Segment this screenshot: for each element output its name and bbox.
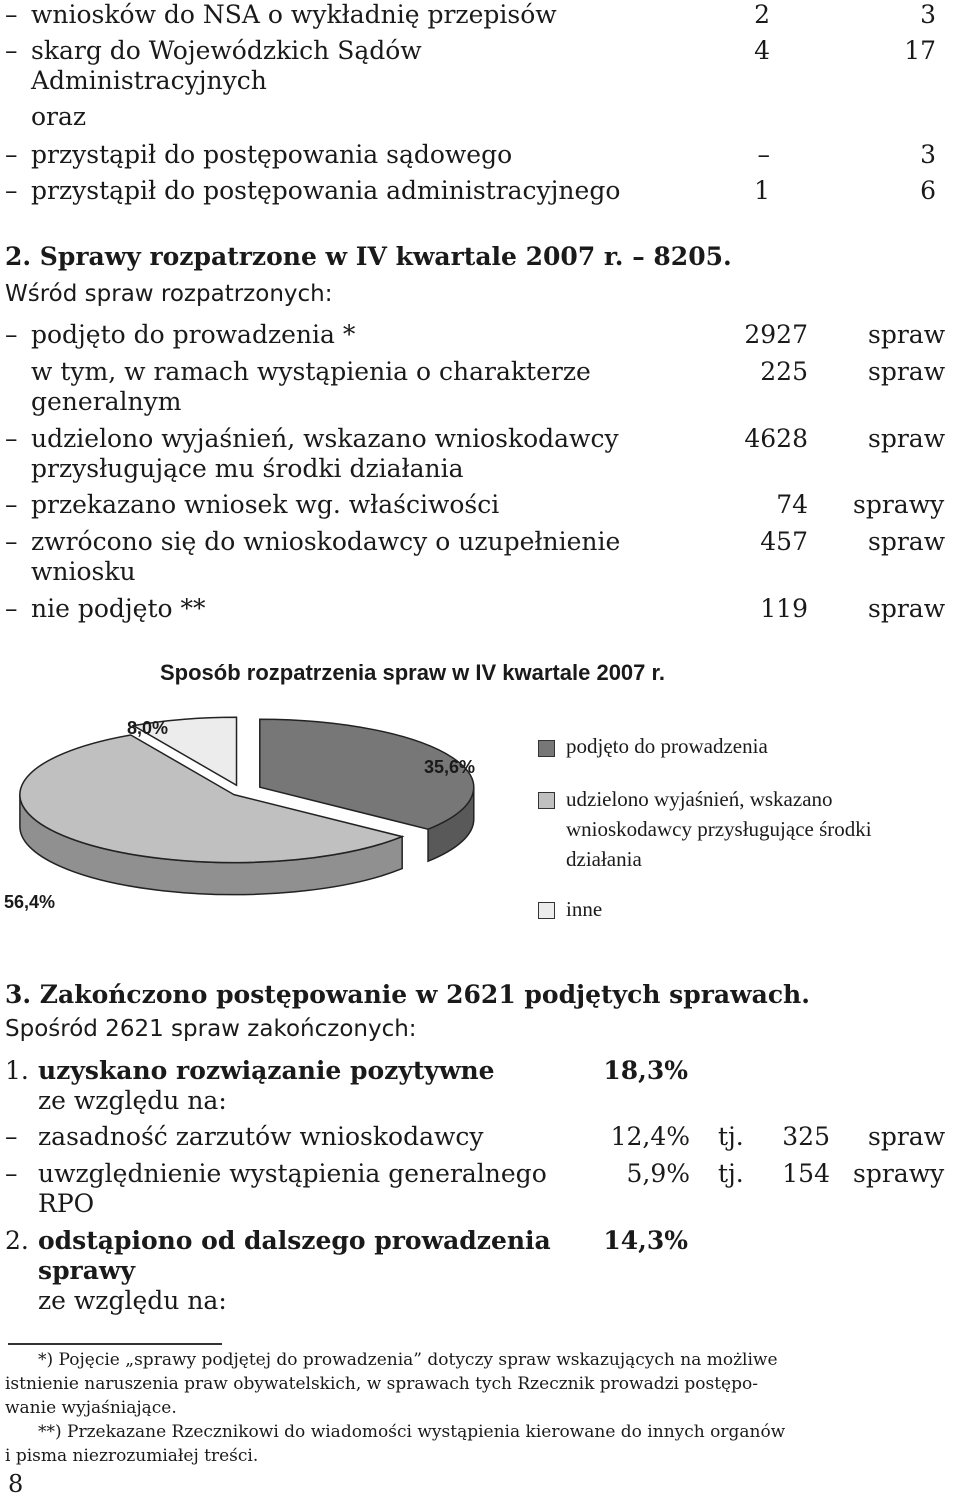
footnote-2-cont: i pisma niezrozumiałej treści.: [5, 1446, 259, 1466]
list-item-value: 119: [760, 594, 808, 623]
list-item-value: 2: [754, 0, 770, 29]
list-item-value: 17: [904, 36, 936, 65]
list-item-percent: 5,9%: [626, 1159, 690, 1188]
list-item-unit: spraw: [868, 594, 946, 623]
dash: –: [5, 0, 18, 29]
chart-title: Sposób rozpatrzenia spraw w IV kwartale 2007 r.: [160, 660, 665, 685]
dash: –: [5, 1122, 18, 1151]
list-item-label-cont: generalnym: [31, 387, 182, 416]
dash: –: [5, 320, 18, 349]
list-item-label: przystąpił do postępowania administracyjnego: [31, 176, 621, 205]
list-item-unit: sprawy: [853, 1159, 945, 1188]
list-item-value: 74: [776, 490, 808, 519]
list-item-label: przystąpił do postępowania sądowego: [31, 140, 513, 169]
item-number: 2.: [5, 1226, 29, 1255]
item-label-cont: sprawy: [38, 1256, 135, 1285]
legend-label: podjęto do prowadzenia: [566, 734, 768, 758]
legend-swatch: [538, 792, 555, 809]
item-label: uzyskano rozwiązanie pozytywne: [38, 1056, 495, 1085]
list-item-label: skarg do Wojewódzkich Sądów: [31, 36, 422, 65]
list-item-value: 3: [920, 140, 936, 169]
list-item-label-cont: Administracyjnych: [31, 66, 267, 95]
item-number: 1.: [5, 1056, 29, 1085]
list-item-value: 457: [760, 527, 808, 556]
legend-label: inne: [566, 897, 603, 921]
list-item-tj: tj.: [718, 1122, 744, 1151]
list-item-percent: 12,4%: [610, 1122, 690, 1151]
data-label-podjeto: 35,6%: [424, 757, 476, 777]
item-sub: ze względu na:: [38, 1286, 227, 1315]
dash: –: [5, 36, 18, 65]
item-percent: 14,3%: [603, 1226, 688, 1255]
list-item-label-cont: przysługujące mu środki działania: [31, 454, 464, 483]
dash: –: [5, 424, 18, 453]
list-item-count: 154: [782, 1159, 830, 1188]
list-item-label: przekazano wniosek wg. właściwości: [31, 490, 500, 519]
item-sub: ze względu na:: [38, 1086, 227, 1115]
list-item-label: zasadność zarzutów wnioskodawcy: [38, 1122, 484, 1151]
list-item-value: 4: [754, 36, 770, 65]
footnote-2: **) Przekazane Rzecznikowi do wiadomości wystąpienia kierowane do innych organów: [38, 1422, 786, 1442]
list-item-value: 1: [754, 176, 770, 205]
list-item-value: 3: [920, 0, 936, 29]
list-item-label: wniosków do NSA o wykładnię przepisów: [31, 0, 557, 29]
list-item-label: nie podjęto **: [31, 594, 206, 623]
footnote-separator: [8, 1343, 222, 1345]
list-item-value: 225: [760, 357, 808, 386]
footnote-1-cont: wanie wyjaśniające.: [5, 1398, 177, 1418]
list-item-label: oraz: [31, 102, 87, 131]
dash: –: [5, 140, 18, 169]
list-item-tj: tj.: [718, 1159, 744, 1188]
list-item-unit: sprawy: [853, 490, 945, 519]
section-intro: Wśród spraw rozpatrzonych:: [5, 281, 333, 307]
pie-slices: [20, 717, 474, 894]
list-item-label: udzielono wyjaśnień, wskazano wnioskodawcy: [31, 424, 619, 453]
section-heading: 2. Sprawy rozpatrzone w IV kwartale 2007 r. – 8205.: [5, 242, 732, 271]
list-item-unit: spraw: [868, 1122, 946, 1151]
list-item-label: zwrócono się do wnioskodawcy o uzupełnienie: [31, 527, 621, 556]
item-label: odstąpiono od dalszego prowadzenia: [38, 1226, 551, 1255]
list-item-value: 4628: [744, 424, 808, 453]
list-item-unit: spraw: [868, 424, 946, 453]
dash: –: [5, 490, 18, 519]
list-item-label: uwzględnienie wystąpienia generalnego: [38, 1159, 547, 1188]
list-item-label: w tym, w ramach wystąpienia o charakterze: [31, 357, 591, 386]
pie-svg: [0, 700, 520, 940]
list-item-value: –: [757, 140, 770, 169]
item-percent: 18,3%: [603, 1056, 688, 1085]
list-item-label-cont: RPO: [38, 1189, 95, 1218]
dash: –: [5, 527, 18, 556]
list-item-label: podjęto do prowadzenia *: [31, 320, 356, 349]
list-item-unit: spraw: [868, 320, 946, 349]
dash: –: [5, 176, 18, 205]
list-item-unit: spraw: [868, 357, 946, 386]
list-item-value: 2927: [744, 320, 808, 349]
dash: –: [5, 1159, 18, 1188]
list-item-value: 6: [920, 176, 936, 205]
footnote-1: *) Pojęcie „sprawy podjętej do prowadzenia” dotyczy spraw wskazujących na możliwe: [38, 1350, 778, 1370]
legend-label: udzielono wyjaśnień, wskazano wnioskodawcy przysługujące środki działania: [566, 787, 872, 871]
data-label-udzielono: 56,4%: [4, 892, 56, 912]
legend-swatch: [538, 740, 555, 757]
list-item-unit: spraw: [868, 527, 946, 556]
footnote-1-cont: istnienie naruszenia praw obywatelskich, w sprawach tych Rzecznik prowadzi postępo-: [5, 1374, 758, 1394]
dash: –: [5, 594, 18, 623]
legend-swatch: [538, 902, 555, 919]
page-number: 8: [8, 1470, 24, 1498]
data-label-inne: 8,0%: [127, 718, 169, 738]
list-item-label-cont: wniosku: [31, 557, 136, 586]
section-intro: Spośród 2621 spraw zakończonych:: [5, 1016, 417, 1042]
section-heading: 3. Zakończono postępowanie w 2621 podjętych sprawach.: [5, 980, 810, 1009]
list-item-count: 325: [782, 1122, 830, 1151]
